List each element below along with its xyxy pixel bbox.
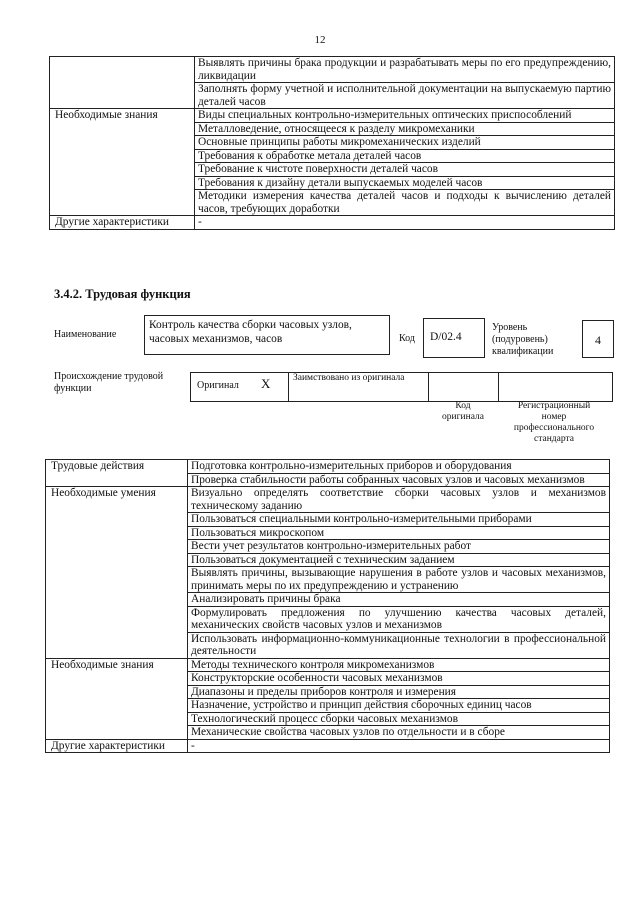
table-row xyxy=(46,739,610,753)
row-item: Требование к чистоте поверхности деталей часов xyxy=(195,163,615,177)
table-row xyxy=(46,460,610,474)
table-row xyxy=(46,487,610,513)
row-label: Необходимые знания xyxy=(50,109,195,216)
function-code-box xyxy=(423,318,485,358)
row-item: Выявлять причины, вызывающие нарушения в работе узлов и часовых механизмов, принимать меры по их предупреждению и устранению xyxy=(188,567,610,593)
level-label: Уровень (подуровень) квалификации xyxy=(492,322,554,357)
caption-code: Код оригинала xyxy=(442,401,484,422)
row-item: Подготовка контрольно-измерительных приборов и оборудования xyxy=(188,460,610,474)
row-item: Виды специальных контрольно-измерительных оптических приспособлений xyxy=(195,109,615,123)
row-item: Анализировать причины брака xyxy=(188,593,610,607)
row-item: Диапазоны и пределы приборов контроля и измерения xyxy=(188,685,610,699)
row-item: Выявлять причины брака продукции и разрабатывать меры по его предупреждению, ликвидации xyxy=(195,57,615,83)
row-label: Трудовые действия xyxy=(46,460,188,487)
top-table-body xyxy=(50,57,615,230)
function-name-box xyxy=(144,315,390,355)
table-row xyxy=(46,658,610,672)
level-value: 4 xyxy=(595,333,601,347)
row-item: Проверка стабильности работы собранных часовых узлов и часовых механизмов xyxy=(188,473,610,487)
origin-divider-3 xyxy=(498,372,499,402)
table-row xyxy=(50,216,615,230)
bottom-requirements-table xyxy=(45,459,610,753)
row-item: Механические свойства часовых узлов по отдельности и в сборе xyxy=(188,726,610,740)
row-item: - xyxy=(188,739,610,753)
function-name-value: Контроль качества сборки часовых узлов, часовых механизмов, часов xyxy=(149,319,352,345)
row-item: - xyxy=(195,216,615,230)
origin-divider-1 xyxy=(288,372,289,402)
row-item: Требования к дизайну детали выпускаемых моделей часов xyxy=(195,176,615,190)
row-label xyxy=(50,57,195,109)
row-item: Металловедение, относящееся к разделу микромеханики xyxy=(195,122,615,136)
borrowed-label: Заимствовано из оригинала xyxy=(293,373,405,383)
row-label: Другие характеристики xyxy=(46,739,188,753)
section-title: 3.4.2. Трудовая функция xyxy=(54,287,191,301)
row-item: Технологический процесс сборки часовых механизмов xyxy=(188,712,610,726)
table-row xyxy=(50,57,615,83)
origin-divider-2 xyxy=(428,372,429,402)
table-row xyxy=(50,109,615,123)
row-item: Конструкторские особенности часовых механизмов xyxy=(188,672,610,686)
page-number: 12 xyxy=(314,34,326,46)
row-label: Необходимые знания xyxy=(46,658,188,739)
row-item: Пользоваться специальными контрольно-измерительными приборами xyxy=(188,513,610,527)
code-label: Код xyxy=(399,333,415,344)
row-item: Методики измерения качества деталей часов и подходы к вычислению деталей часов, требующих доработки xyxy=(195,190,615,216)
row-item: Методы технического контроля микромеханизмов xyxy=(188,658,610,672)
row-item: Основные принципы работы микромеханических изделий xyxy=(195,136,615,150)
row-label: Необходимые умения xyxy=(46,487,188,659)
original-label: Оригинал xyxy=(197,380,239,391)
row-item: Пользоваться документацией с техническим заданием xyxy=(188,553,610,567)
name-label: Наименование xyxy=(54,329,117,340)
row-item: Назначение, устройство и принцип действия сборочных единиц часов xyxy=(188,699,610,713)
row-item: Формулировать предложения по улучшению качества часовых деталей, механических свойств часовых узлов и механизмов xyxy=(188,606,610,632)
level-box xyxy=(582,320,614,358)
row-item: Пользоваться микроскопом xyxy=(188,526,610,540)
origin-label: Происхождение трудовой функции xyxy=(54,371,164,394)
original-mark: X xyxy=(261,376,271,391)
bottom-table-body xyxy=(46,460,610,753)
caption-reg: Регистрационный номер профессионального стандарта xyxy=(513,401,595,444)
top-requirements-table xyxy=(49,56,615,230)
row-item: Заполнять форму учетной и исполнительной документации на выпускаемую партию деталей часов xyxy=(195,83,615,109)
row-label: Другие характеристики xyxy=(50,216,195,230)
function-code-value: D/02.4 xyxy=(430,331,462,343)
row-item: Визуально определять соответствие сборки часовых узлов и механизмов техническому заданию xyxy=(188,487,610,513)
row-item: Вести учет результатов контрольно-измерительных работ xyxy=(188,540,610,554)
row-item: Требования к обработке метала деталей часов xyxy=(195,149,615,163)
row-item: Использовать информационно-коммуникационные технологии в профессиональной деятельности xyxy=(188,632,610,658)
